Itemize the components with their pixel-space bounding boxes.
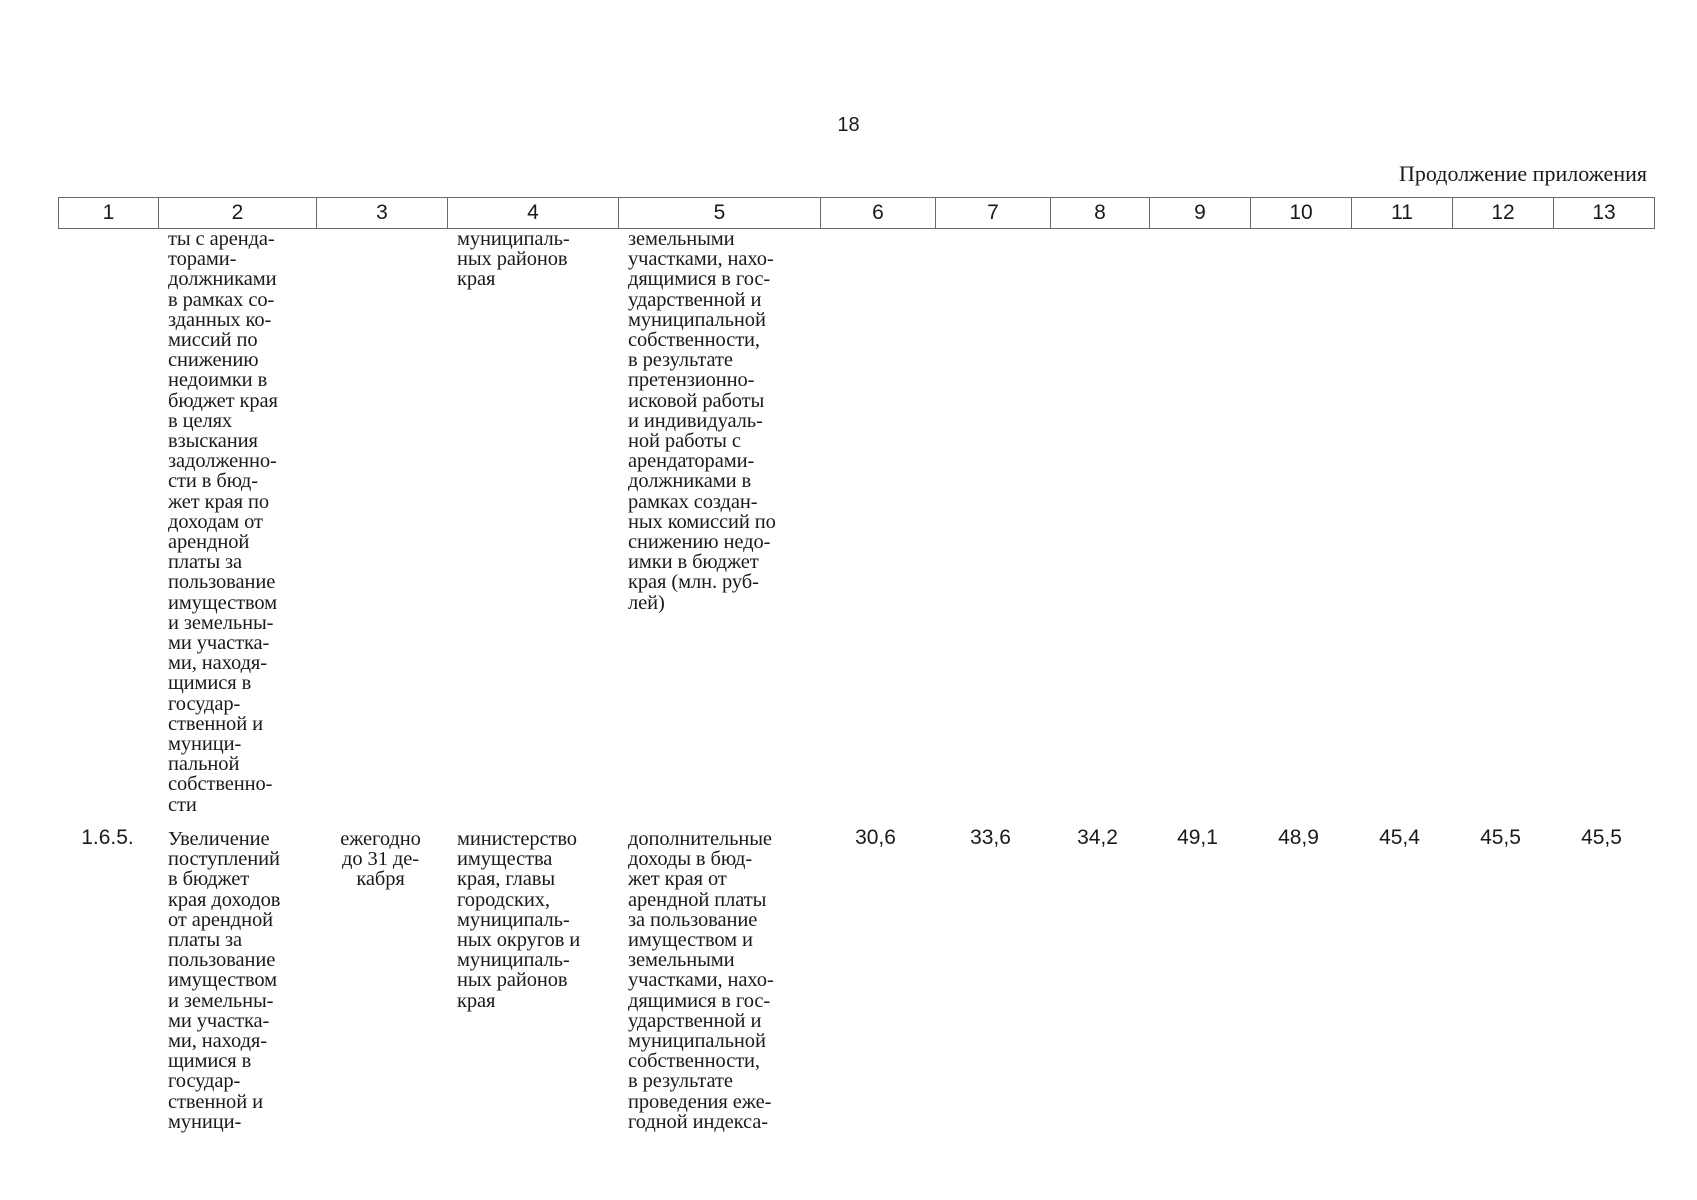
header-col-1: 1 bbox=[102, 201, 115, 224]
header-col-12: 12 bbox=[1452, 198, 1553, 228]
header-col-10: 10 bbox=[1250, 198, 1351, 228]
row-165-col7: 33,6 bbox=[970, 826, 1011, 849]
header-col-9: 9 bbox=[1149, 198, 1250, 228]
continued-row-col5: земельными участками, нахо- дящимися в гос- ударственной и муниципальной собственности, в результате претензионно- исковой работы и индивидуаль- ной работы с арендаторами- должниками в рамках создан- ных комиссий по снижению недо- имки в бюджет края (млн. руб- лей) bbox=[628, 228, 776, 614]
header-col-5: 5 bbox=[618, 198, 820, 228]
row-165-col12: 45,5 bbox=[1480, 826, 1521, 849]
row-165-col8: 34,2 bbox=[1077, 826, 1118, 849]
header-col-3: 3 bbox=[316, 198, 447, 228]
row-165-col10: 48,9 bbox=[1278, 826, 1319, 849]
header-col-7: 7 bbox=[935, 198, 1050, 228]
row-165-col5: дополнительные доходы в бюд- жет края от арендной платы за пользование имуществом и земельными участками, нахо- дящимися в гос- ударственной и муниципальной собственности, в результате проведения еже- годной индекса- bbox=[628, 828, 774, 1133]
row-165-col11: 45,4 bbox=[1379, 826, 1420, 849]
row-165-col6: 30,6 bbox=[855, 826, 896, 849]
row-165-col2: Увеличение поступлений в бюджет края доходов от арендной платы за пользование имуществом и земельны- ми участка- ми, находя- щимися в государ- ственной и муници- bbox=[168, 828, 281, 1133]
continuation-label: Продолжение приложения bbox=[1399, 161, 1647, 186]
header-col-11: 11 bbox=[1351, 198, 1452, 228]
continued-row-col2: ты с арендa- торами- должниками в рамках со- зданных ко- миссий по снижению недоимки в бюджет края в целях взыскания задолженно- сти в бюд- жет края по доходам от арендной платы за пользование имуществом и земельны- ми участка- ми, находя- щимися в государ- ственной и муници- пальной собственно- сти bbox=[168, 228, 278, 816]
continued-row-col4: муниципаль- ных районов края bbox=[457, 228, 570, 291]
header-col-8: 8 bbox=[1050, 198, 1149, 228]
header-col-4: 4 bbox=[447, 198, 618, 228]
row-165-col3: ежегодно до 31 де- кабря bbox=[340, 828, 421, 891]
header-col-6: 6 bbox=[820, 198, 935, 228]
table-header-row bbox=[58, 197, 1655, 229]
row-165-col13: 45,5 bbox=[1581, 826, 1622, 849]
row-165-col4: министерство имущества края, главы городских, муниципаль- ных округов и муниципаль- ных районов края bbox=[457, 828, 581, 1012]
header-col-2: 2 bbox=[158, 198, 316, 228]
row-165-col9: 49,1 bbox=[1177, 826, 1218, 849]
row-165-number: 1.6.5. bbox=[81, 826, 134, 849]
page-number: 18 bbox=[837, 114, 860, 136]
header-col-13: 13 bbox=[1553, 198, 1654, 228]
